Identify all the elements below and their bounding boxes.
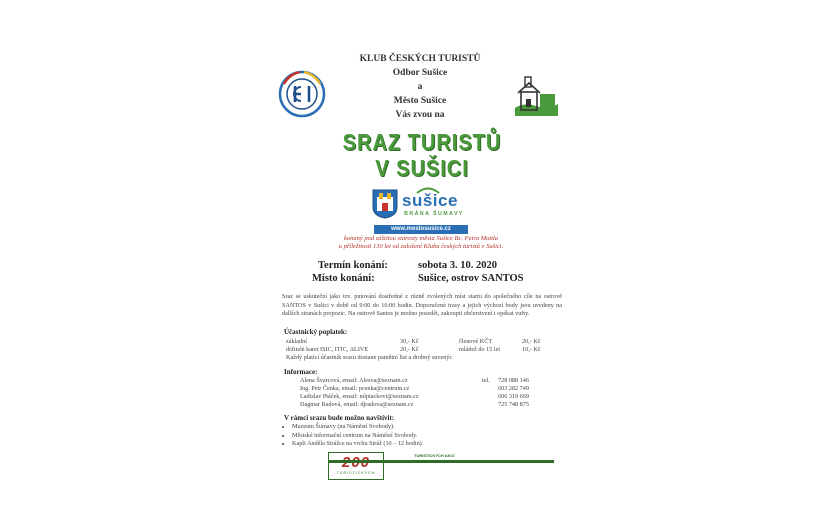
fee-row-2-value2: 10,- Kč: [522, 346, 541, 353]
header-line-2: Odbor Sušice: [392, 68, 448, 78]
patronage-line-2: u příležitosti 130 let od založení Klubu českých turistů v Sušici.: [338, 243, 504, 250]
header-line-1: KLUB ČESKÝCH TURISTŮ: [359, 54, 481, 64]
header-line-3: a: [417, 82, 423, 92]
contact-3-phone: 606 319 669: [498, 393, 529, 400]
contact-4: Dagmar Radová, email: djradova@seznam.cz: [300, 401, 414, 408]
info-heading: Informace:: [284, 368, 318, 376]
contact-2-phone: 603 282 749: [498, 385, 529, 392]
fee-row-1-label2: členové KČT: [459, 338, 493, 345]
contact-3: Ladislav Ptáček, email: mlptackovi@seznam.cz: [300, 393, 419, 400]
visit-item-3: • Kapli Anděla Strážce na vrchu Stráž (10 – 12 hodin).: [292, 440, 572, 449]
patronage-line-1: konaný pod záštitou starosty města Sušice Bc. Petra Mottla: [343, 235, 499, 242]
fee-row-1-value: 30,- Kč: [400, 338, 419, 345]
header-block: [332, 52, 508, 122]
visit-item-1: • Muzeum Šumavy (na Náměstí Svobody).: [292, 423, 572, 432]
date-label: Termín konání:: [318, 260, 388, 271]
contact-1: Alena Švarcová, email: Alesva@seznam.cz: [300, 377, 408, 384]
kct-emblem-icon: [278, 70, 326, 118]
poster-page: [262, 22, 580, 512]
town-url[interactable]: www.mestosusice.cz: [374, 225, 468, 234]
tel-label: tel.: [482, 377, 490, 384]
fee-row-1-value2: 20,- Kč: [522, 338, 541, 345]
fees-note: Každý platící účastník srazu dostane pamětní list a drobný suvenýr.: [286, 354, 453, 361]
date-value: sobota 3. 10. 2020: [418, 260, 498, 271]
header-line-5: Vás zvou na: [395, 110, 445, 120]
town-name: sušice: [402, 191, 458, 210]
footer-200-badge: [328, 452, 384, 480]
fees-heading: Účastnický poplatek:: [284, 328, 348, 336]
footer-right-text: TURISTICKÝCH AKCÍ: [414, 453, 455, 458]
fee-row-2-label: držitelé karet ISIC, ITIC, ALIVE: [286, 346, 369, 353]
fee-row-1-label: základní: [286, 338, 307, 345]
badge-sub: TURISTICKÝCH: [336, 471, 376, 475]
place-label: Místo konání:: [312, 273, 375, 284]
fee-row-2-value: 20,- Kč: [400, 346, 419, 353]
contact-4-phone: 725 748 875: [498, 401, 529, 408]
town-coat-of-arms-icon: [372, 189, 398, 219]
visit-item-2: • Městské informační centrum na Náměstí Svobody.: [292, 432, 572, 441]
tower-house-icon: [512, 72, 560, 120]
intro-paragraph: Sraz se uskuteční jako tzv. putování dostředné z různě zvolených míst startu do společného cíle na ostrově SANTOS v Sušici v době od 9:00 do 16:00 hodin. Doporučené trasy a jejich výchozí body jsou uvedeny na dalších stranách propozic. Na ostrově Santos je možno posedět, zakoupit občerstvení i opékat vuřty.: [282, 293, 562, 318]
footer-green-stripe: [328, 460, 554, 463]
contact-1-phone: 728 088 146: [498, 377, 529, 384]
kct-susice-logo: [512, 72, 560, 120]
visit-heading: V rámci srazu bude možno navštívit:: [284, 414, 395, 422]
kct-logo: [278, 70, 326, 118]
contact-2: Ing. Petr Čenka, email: pcenka@centrum.cz: [300, 385, 410, 392]
event-title-line-2: V SUŠICI: [375, 156, 469, 182]
town-tagline: BRÁNA ŠUMAVY: [404, 211, 464, 217]
visit-list: [282, 423, 572, 449]
place-value: Sušice, ostrov SANTOS: [418, 273, 524, 284]
header-line-4: Město Sušice: [393, 96, 447, 106]
event-title-line-1: SRAZ TURISTŮ: [342, 130, 502, 156]
fee-row-2-label2: mládež do 15 let: [459, 346, 501, 353]
